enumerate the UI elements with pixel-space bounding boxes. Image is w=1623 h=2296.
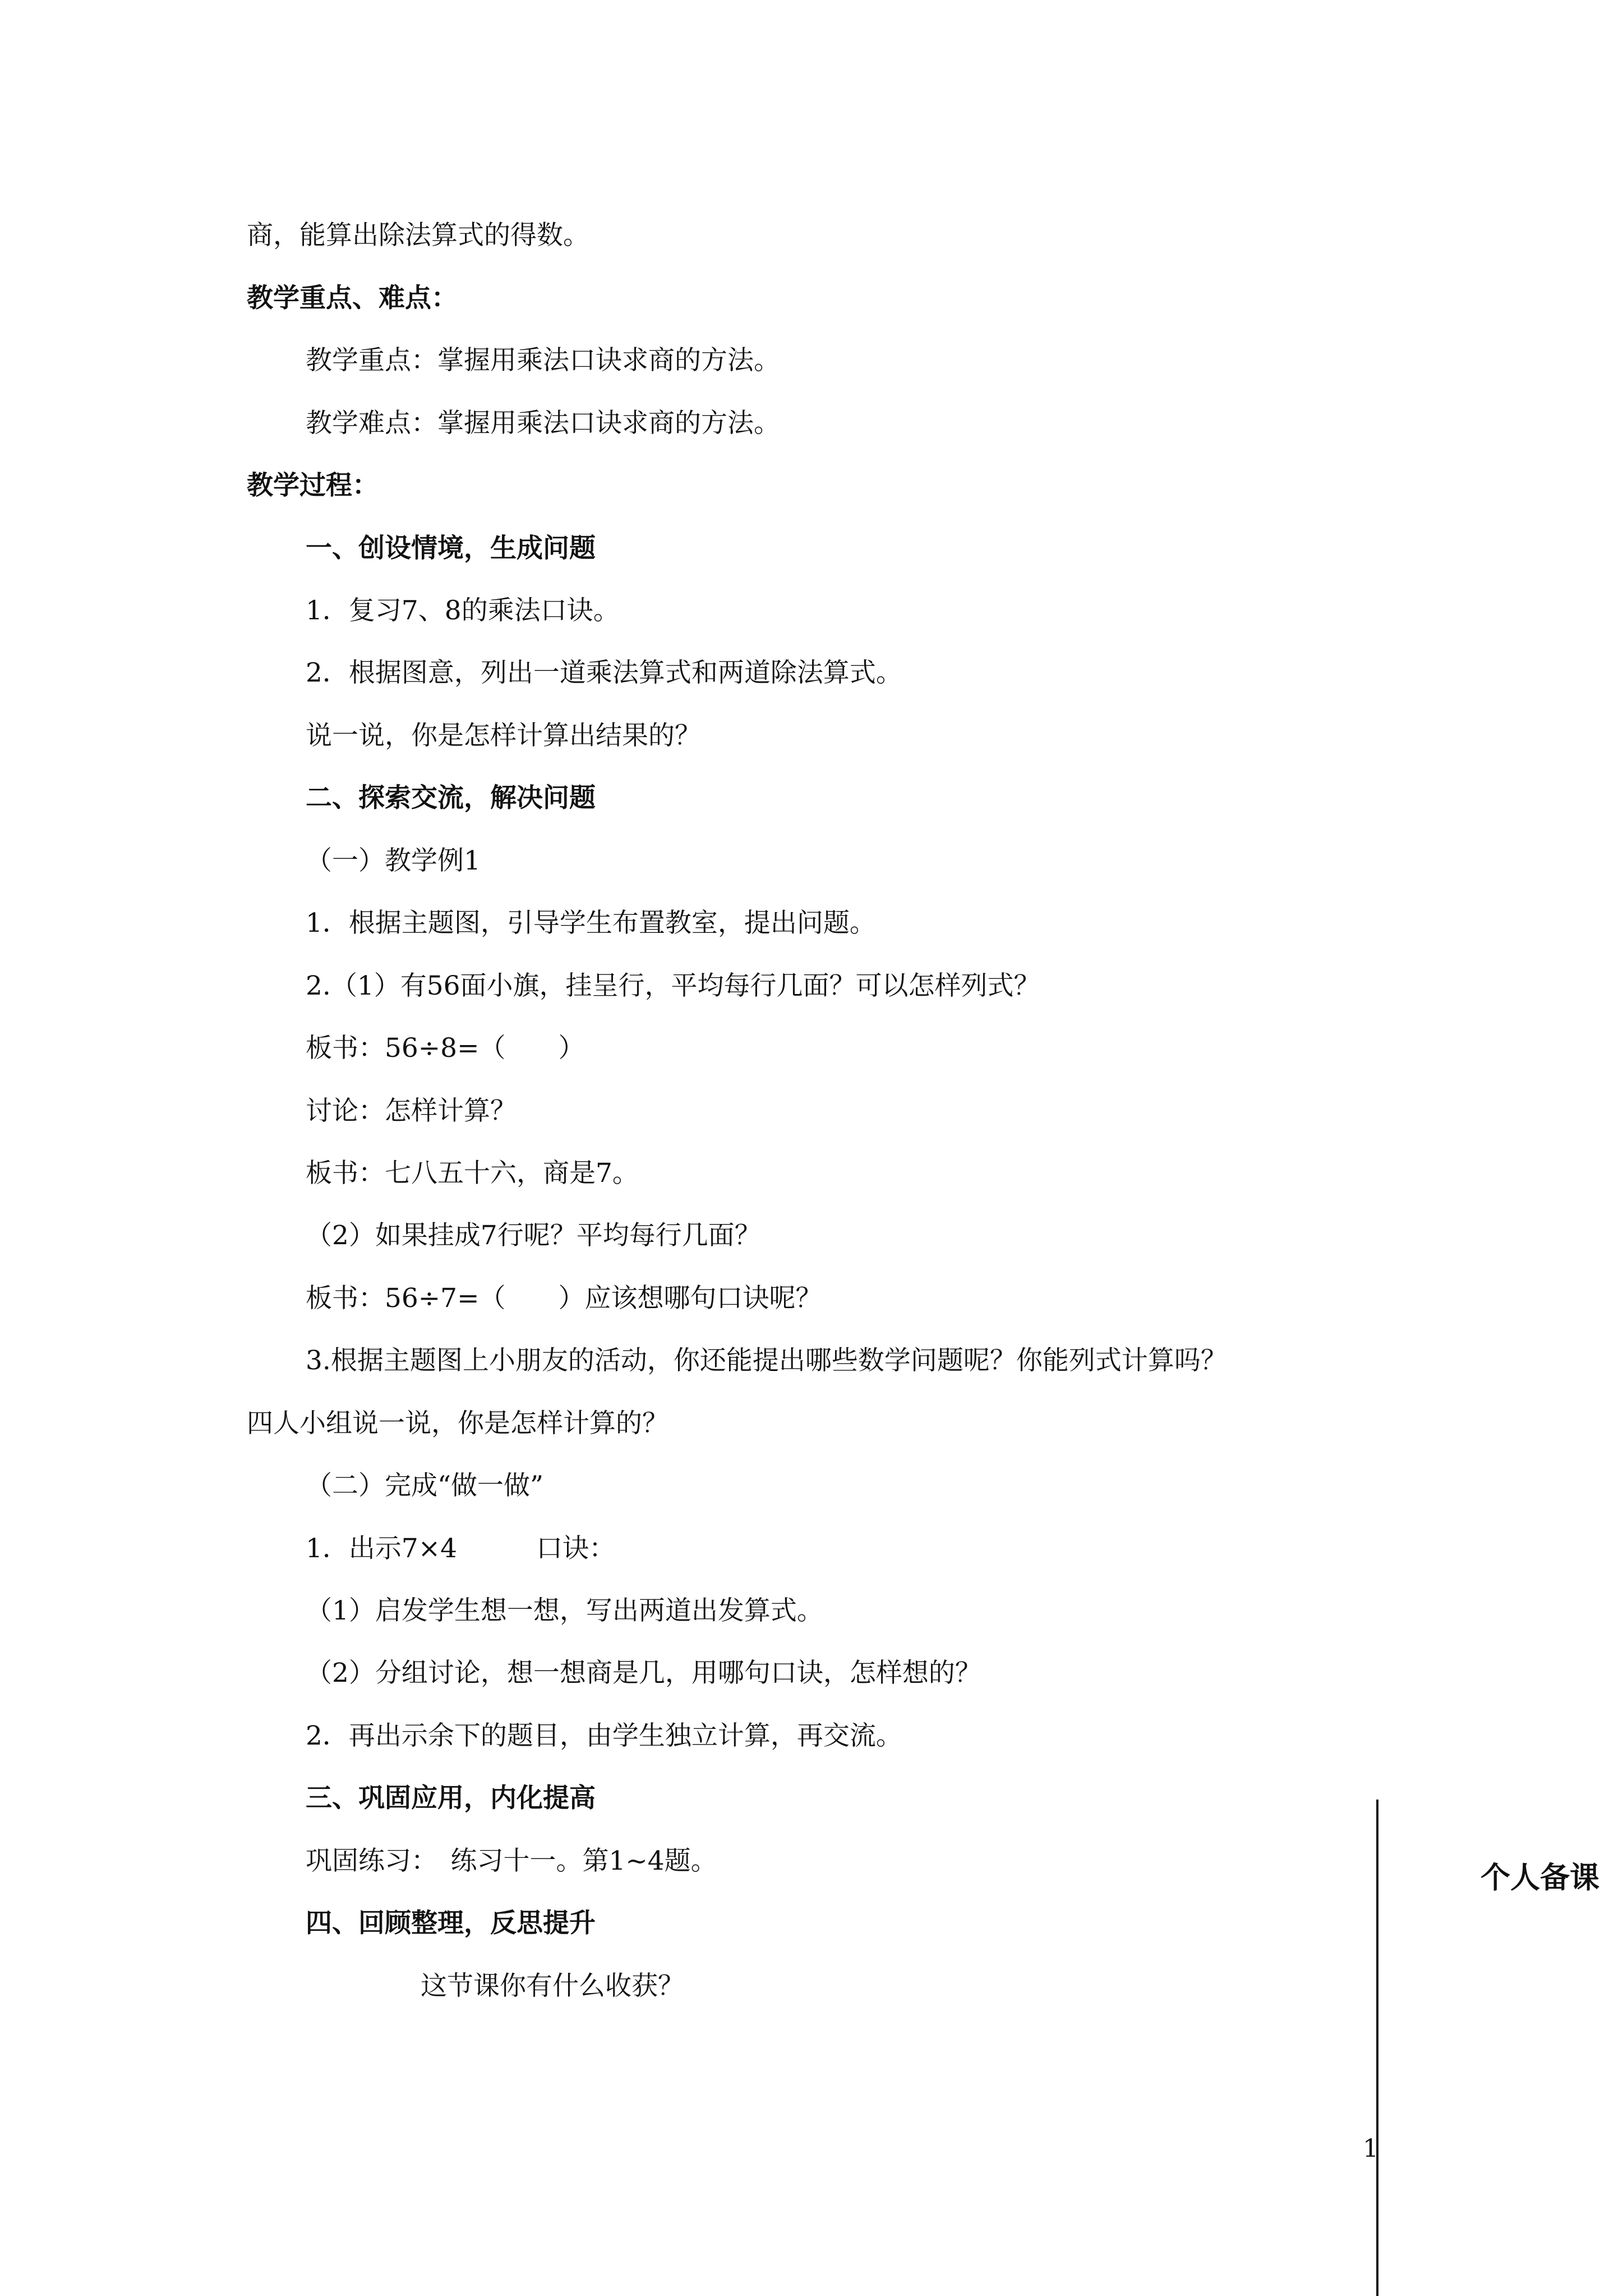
section-heading: 教学重点、难点： [247, 283, 458, 314]
text-line: （2）分组讨论，想一想商是几，用哪句口诀，怎样想的？ [306, 1658, 981, 1688]
text-line: 1．复习7、8的乘法口诀。 [306, 595, 620, 626]
text-line: 1．出示7×4 口诀： [306, 1533, 616, 1564]
text-line: 商，能算出除法算式的得数。 [247, 220, 589, 251]
text-line: 3.根据主题图上小朋友的活动，你还能提出哪些数学问题呢？你能列式计算吗？ [306, 1345, 1227, 1376]
text-line: 板书：56÷8=（ ） [306, 1033, 585, 1064]
text-line: 2．再出示余下的题目，由学生独立计算，再交流。 [306, 1720, 902, 1751]
text-line: 四人小组说一说，你是怎样计算的？ [247, 1408, 668, 1439]
text-line: 巩固练习： 练习十一。第1~4题。 [306, 1846, 717, 1876]
margin-divider [1376, 1800, 1378, 2296]
section-heading: 三、巩固应用，内化提高 [306, 1783, 596, 1814]
text-line: 2.（1）有56面小旗，挂呈行，平均每行几面？可以怎样列式？ [306, 970, 1040, 1001]
text-line: （一）教学例1 [306, 845, 481, 876]
text-line: 板书：七八五十六，商是7。 [306, 1158, 639, 1189]
text-line: 说一说，你是怎样计算出结果的？ [306, 720, 701, 751]
text-line: 板书：56÷7=（ ）应该想哪句口诀呢？ [306, 1283, 822, 1314]
text-line: 1．根据主题图，引导学生布置教室，提出问题。 [306, 908, 876, 938]
section-heading: 教学过程： [247, 470, 379, 501]
margin-note-title: 个人备课 [1481, 1861, 1599, 1895]
text-line: 讨论：怎样计算？ [306, 1096, 517, 1126]
text-line: 2．根据图意，列出一道乘法算式和两道除法算式。 [306, 657, 902, 688]
section-heading: 四、回顾整理，反思提升 [306, 1908, 596, 1939]
text-line: 这节课你有什么收获？ [421, 1971, 684, 2001]
text-line: （二）完成“做一做” [306, 1470, 544, 1501]
text-line: （2）如果挂成7行呢？平均每行几面？ [306, 1220, 761, 1251]
page-number: 1 [1363, 2134, 1378, 2163]
text-line: （1）启发学生想一想，写出两道出发算式。 [306, 1595, 823, 1626]
text-line: 教学难点：掌握用乘法口诀求商的方法。 [306, 408, 780, 439]
section-heading: 二、探索交流，解决问题 [306, 783, 596, 813]
text-line: 教学重点：掌握用乘法口诀求商的方法。 [306, 345, 780, 376]
section-heading: 一、创设情境，生成问题 [306, 533, 596, 564]
